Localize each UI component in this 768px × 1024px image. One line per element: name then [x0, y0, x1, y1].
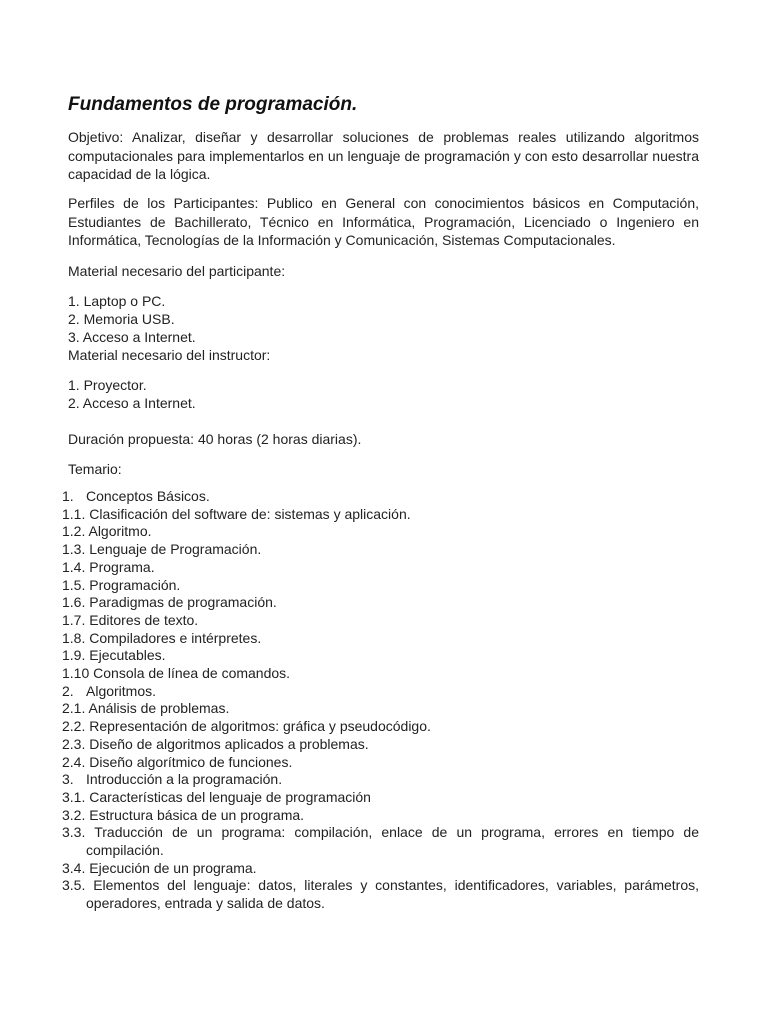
syllabus-item: [62, 541, 699, 559]
syllabus-item: [62, 665, 699, 683]
syllabus-item-number: 1.5.: [62, 576, 86, 593]
syllabus-item-text: Compiladores e intérpretes.: [89, 629, 262, 646]
syllabus-item-text: Ejecución de un programa.: [89, 859, 257, 876]
syllabus-item-text: Editores de texto.: [89, 611, 199, 628]
syllabus-item-number: 3.5.: [62, 877, 86, 894]
syllabus-item-text: Lenguaje de Programación.: [89, 541, 262, 558]
syllabus-item-text: Características del lenguaje de programación: [89, 788, 371, 805]
syllabus-item: [62, 523, 699, 541]
syllabus-item: [62, 488, 699, 506]
syllabus-item-text: Programación.: [89, 576, 181, 593]
syllabus-item-text: Algoritmo.: [88, 523, 152, 540]
instructor-material-item: 2. Acceso a Internet.: [68, 395, 196, 411]
participant-material-item: 2. Memoria USB.: [68, 311, 175, 327]
syllabus-item-number: 3.2.: [62, 806, 86, 823]
syllabus-item: [62, 860, 699, 878]
syllabus-item: [62, 683, 699, 701]
syllabus-item-number: 1.8.: [62, 629, 86, 646]
syllabus-item-text: Consola de línea de comandos.: [93, 665, 291, 682]
syllabus-item-number: 2.: [62, 682, 74, 699]
syllabus-item-number: 3.1.: [62, 788, 86, 805]
syllabus-item: [62, 771, 699, 789]
syllabus-item: [62, 577, 699, 595]
syllabus-item-text: Estructura básica de un programa.: [89, 806, 305, 823]
syllabus-item-number: 1.10: [62, 665, 90, 682]
objective-paragraph: Objetivo: Analizar, diseñar y desarrollar soluciones de problemas reales utilizando algoritmos computacionales para implementarlos en un lenguaje de programación y con esto desarrollar nuestra capacidad de la lógica.: [68, 129, 699, 182]
syllabus-item-text: Conceptos Básicos.: [86, 488, 210, 504]
syllabus-item: [62, 700, 699, 718]
syllabus-item-number: 1.7.: [62, 611, 86, 628]
syllabus-item-number: 1.9.: [62, 647, 86, 664]
instructor-material-item: 1. Proyector.: [68, 377, 147, 393]
syllabus-item-number: 2.3.: [62, 735, 86, 752]
syllabus-item: [62, 594, 699, 612]
syllabus-item-number: 2.4.: [62, 753, 86, 770]
participant-material-item: 3. Acceso a Internet.: [68, 329, 196, 345]
syllabus-item-text: Análisis de problemas.: [88, 700, 230, 717]
syllabus-item-text: Diseño de algoritmos aplicados a problemas.: [89, 735, 369, 752]
syllabus-item: [62, 612, 699, 630]
duration-text: Duración propuesta: 40 horas (2 horas diarias).: [68, 431, 362, 447]
syllabus-item-text: Algoritmos.: [86, 682, 157, 699]
syllabus-item: [62, 736, 699, 754]
syllabus-item-number: 1.4.: [62, 558, 86, 575]
syllabus-item: [62, 789, 699, 807]
syllabus-item-number: 1.6.: [62, 594, 86, 611]
syllabus-item-number: 3.: [62, 771, 74, 788]
syllabus-item-text: Clasificación del software de: sistemas y aplicación.: [89, 505, 411, 522]
syllabus-item-number: 1.: [62, 488, 74, 504]
syllabus-item: [62, 506, 699, 524]
syllabus-item-number: 2.2.: [62, 718, 86, 735]
syllabus-item: [62, 754, 699, 772]
syllabus-item-text: Traducción de un programa: compilación, enlace de un programa, errores en tiempo de compilación.: [86, 824, 699, 859]
syllabus-item-text: Paradigmas de programación.: [89, 594, 277, 611]
document-title: Fundamentos de programación.: [68, 94, 358, 115]
profiles-paragraph: Perfiles de los Participantes: Publico en General con conocimientos básicos en Computación, Estudiantes de Bachillerato, Técnico en Informática, Programación, Licenciado o Ingeniero en Informática, Tecnologías de la Información y Comunicación, Sistemas Computacionales.: [68, 195, 699, 248]
syllabus-item-number: 3.4.: [62, 859, 86, 876]
participant-material-item: 1. Laptop o PC.: [68, 293, 166, 309]
syllabus-item: [62, 559, 699, 577]
syllabus-item-text: Elementos del lenguaje: datos, literales y constantes, identificadores, variables, parámetros, operadores, entrada y salida de datos.: [86, 877, 700, 912]
syllabus-item-number: 3.3.: [62, 824, 86, 841]
instructor-material-heading: Material necesario del instructor:: [68, 347, 271, 363]
syllabus-item: [62, 630, 699, 648]
syllabus-item-text: Representación de algoritmos: gráfica y pseudocódigo.: [89, 718, 431, 735]
syllabus-item-number: 2.1.: [62, 700, 86, 717]
syllabus-item-text: Introducción a la programación.: [86, 771, 283, 788]
participant-material-heading: Material necesario del participante:: [68, 263, 286, 279]
syllabus-heading: Temario:: [68, 461, 122, 477]
syllabus-list: [62, 488, 699, 913]
syllabus-item: [62, 647, 699, 665]
syllabus-item: [62, 807, 699, 825]
syllabus-item: [62, 877, 699, 912]
syllabus-item-text: Programa.: [89, 558, 155, 575]
syllabus-item: [62, 718, 699, 736]
syllabus-item-text: Diseño algorítmico de funciones.: [89, 753, 293, 770]
syllabus-item-number: 1.1.: [62, 505, 86, 522]
syllabus-item-number: 1.3.: [62, 541, 86, 558]
syllabus-item: [62, 824, 699, 859]
syllabus-item-text: Ejecutables.: [89, 647, 166, 664]
syllabus-item-number: 1.2.: [62, 523, 86, 540]
